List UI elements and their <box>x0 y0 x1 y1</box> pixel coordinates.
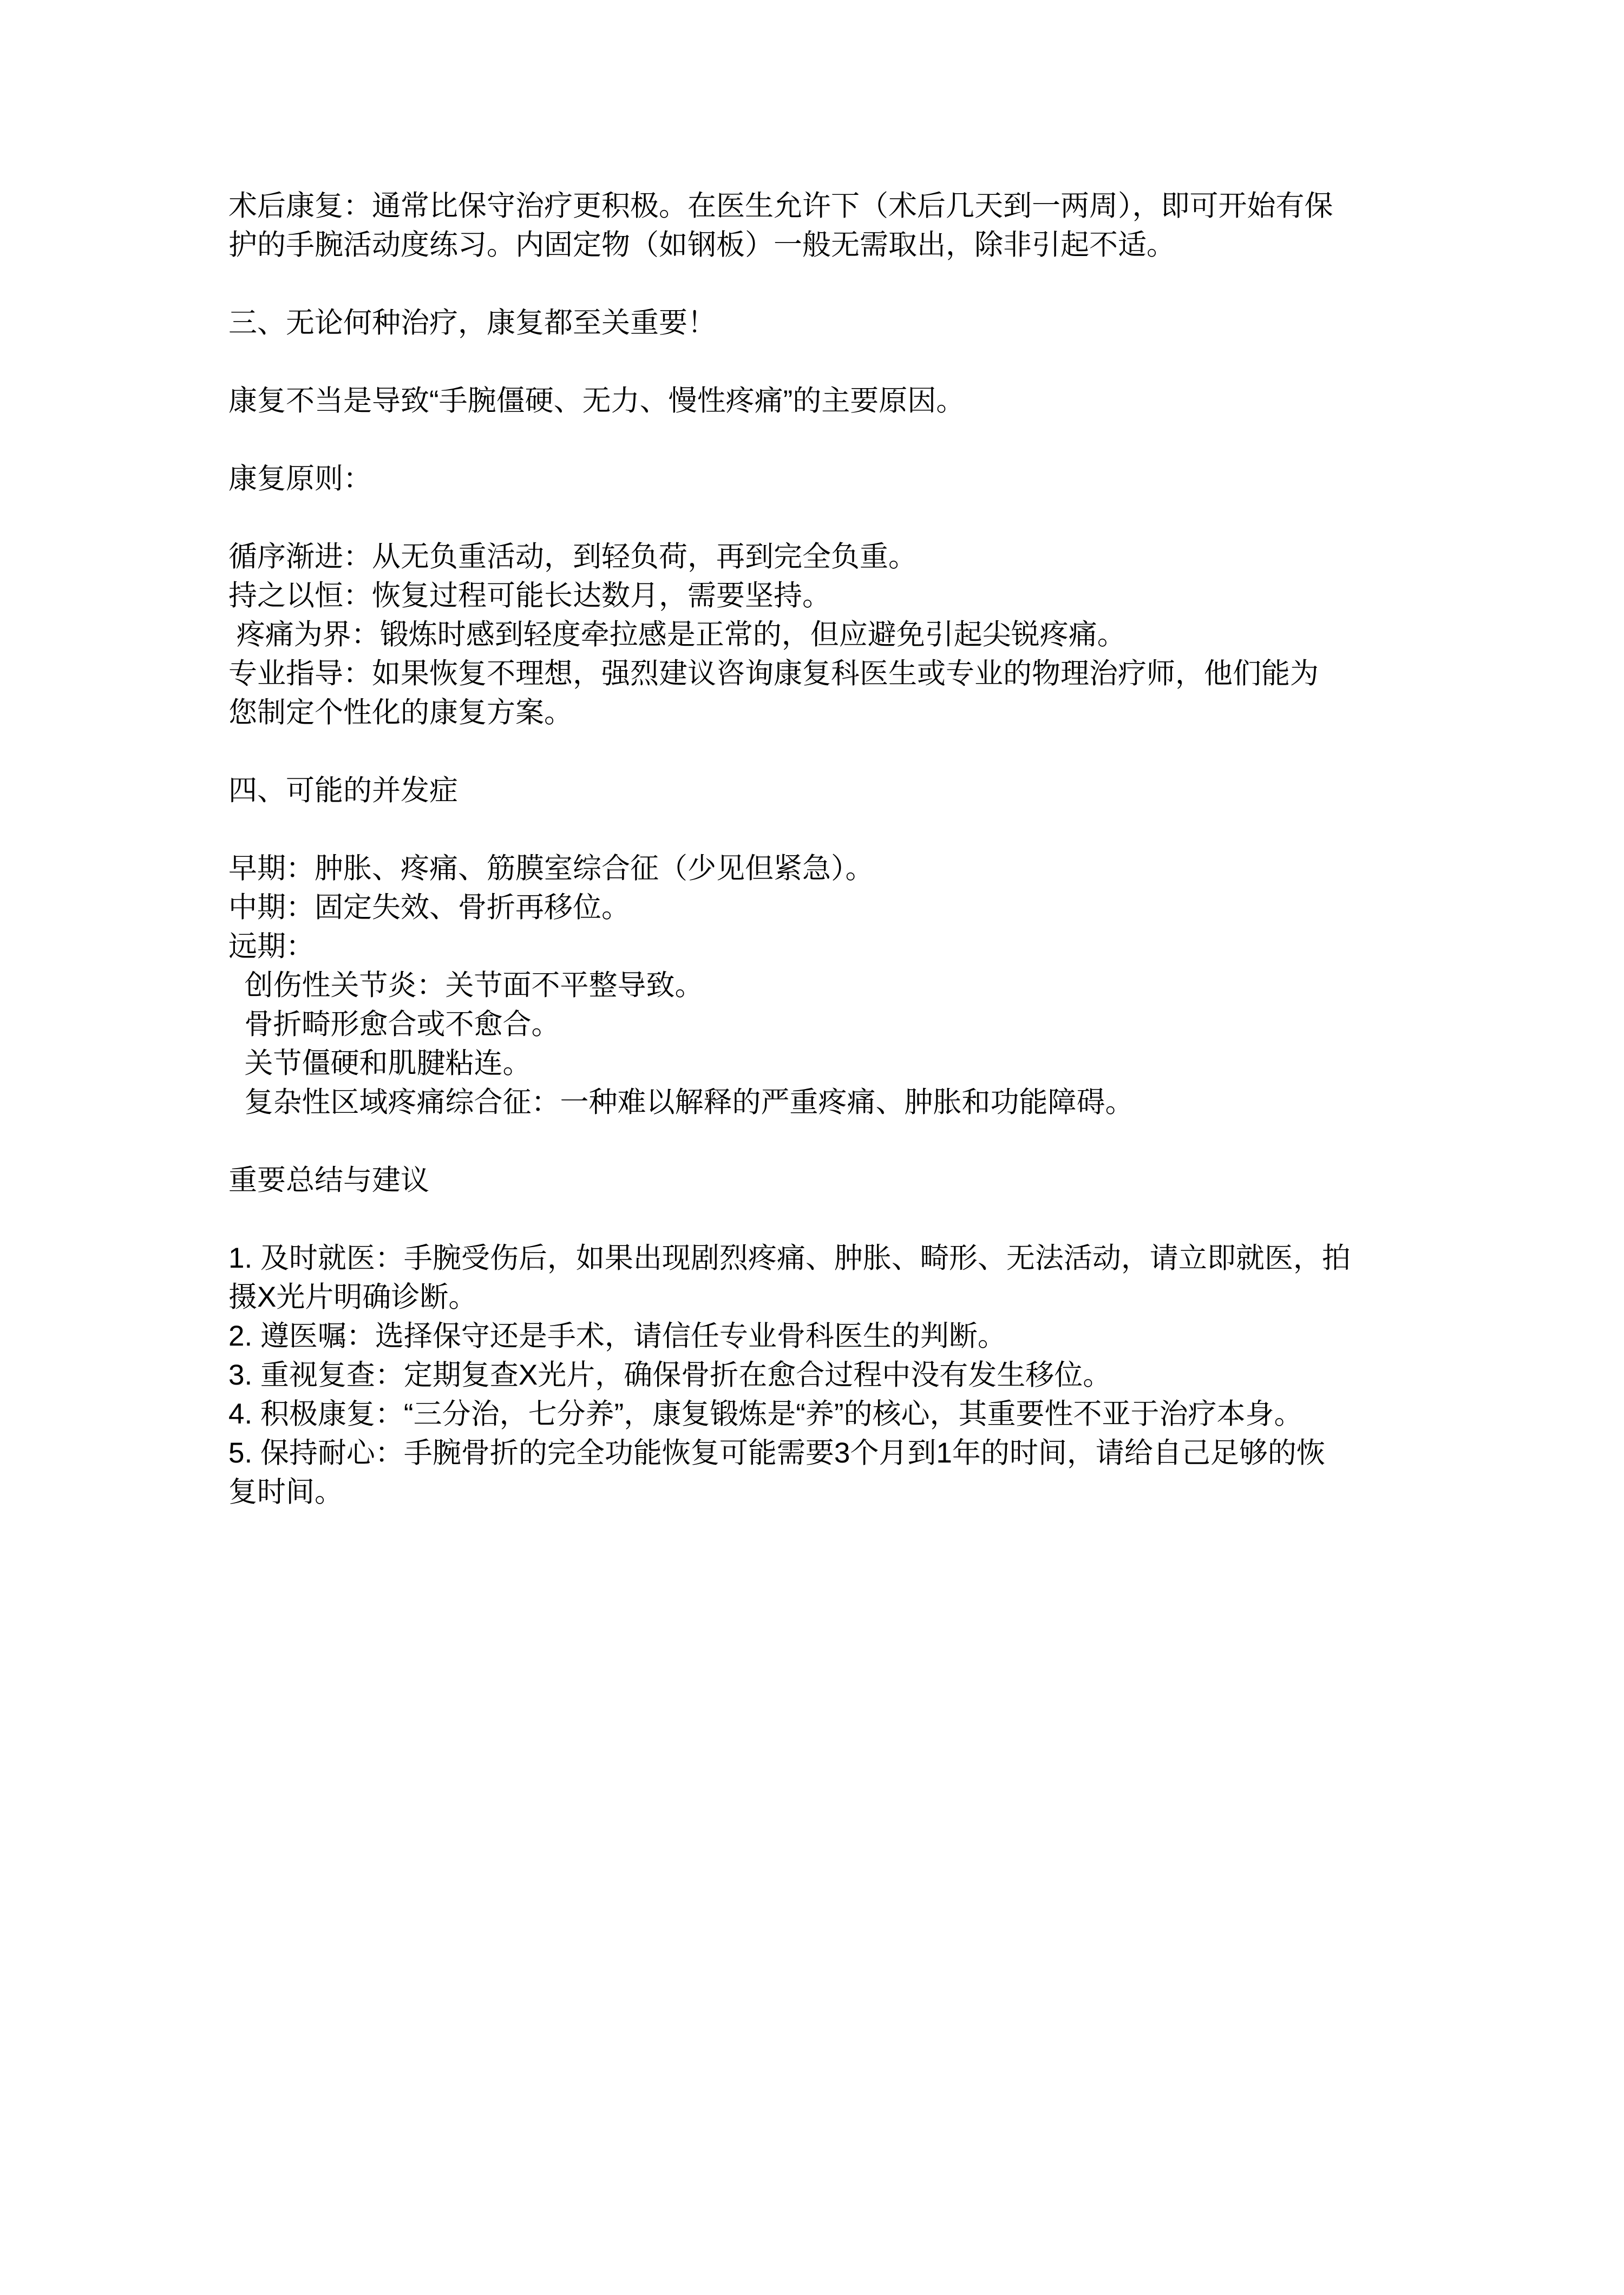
paragraph-summary-list <box>228 1239 1387 1512</box>
text-line: 2. 遵医嘱：选择保守还是手术，请信任专业骨科医生的判断。 <box>228 1320 1006 1352</box>
paragraph-rehab-importance <box>228 382 1387 421</box>
text-line: 专业指导：如果恢复不理想，强烈建议咨询康复科医生或专业的物理治疗师，他们能为 <box>228 658 1319 690</box>
text-line: 您制定个性化的康复方案。 <box>228 697 573 729</box>
text-line: 1. 及时就医：手腕受伤后，如果出现剧烈疼痛、肿胀、畸形、无法活动，请立即就医，拍 <box>228 1242 1351 1274</box>
text-line: 3. 重视复查：定期复查X光片，确保骨折在愈合过程中没有发生移位。 <box>228 1359 1112 1391</box>
text-line: 康复原则： <box>228 463 372 495</box>
text-line: 三、无论何种治疗，康复都至关重要！ <box>228 307 716 339</box>
text-line: 术后康复：通常比保守治疗更积极。在医生允许下（术后几天到一两周），即可开始有保 <box>228 190 1333 222</box>
paragraph-rehab-principles-list <box>228 537 1387 732</box>
heading-section-3 <box>228 304 1387 343</box>
text-line: 创伤性关节炎：关节面不平整导致。 <box>228 969 704 1001</box>
text-line: 中期：固定失效、骨折再移位。 <box>228 891 630 923</box>
text-line: 早期：肿胀、疼痛、筋膜室综合征（少见但紧急）。 <box>228 853 874 884</box>
text-line: 康复不当是导致“手腕僵硬、无力、慢性疼痛”的主要原因。 <box>228 385 965 417</box>
text-line: 摄X光片明确诊断。 <box>228 1281 477 1313</box>
text-line: 远期： <box>228 930 315 962</box>
text-line: 重要总结与建议 <box>228 1164 429 1196</box>
text-line: 关节僵硬和肌腱粘连。 <box>228 1047 532 1079</box>
text-line: 四、可能的并发症 <box>228 775 458 806</box>
text-line: 复时间。 <box>228 1476 343 1508</box>
heading-section-4 <box>228 771 1387 810</box>
paragraph-postop-rehab <box>228 187 1387 265</box>
text-line: 持之以恒：恢复过程可能长达数月，需要坚持。 <box>228 580 831 612</box>
text-line: 复杂性区域疼痛综合征：一种难以解释的严重疼痛、肿胀和功能障碍。 <box>228 1086 1134 1118</box>
text-line: 护的手腕活动度练习。内固定物（如钢板）一般无需取出，除非引起不适。 <box>228 229 1175 261</box>
text-line: 循序渐进：从无负重活动，到轻负荷，再到完全负重。 <box>228 541 917 573</box>
paragraph-rehab-principles-label <box>228 460 1387 499</box>
text-line: 骨折畸形愈合或不愈合。 <box>228 1008 560 1040</box>
text-line: 5. 保持耐心：手腕骨折的完全功能恢复可能需要3个月到1年的时间，请给自己足够的恢 <box>228 1437 1325 1469</box>
text-line: 4. 积极康复：“三分治，七分养”，康复锻炼是“养”的核心，其重要性不亚于治疗本身。 <box>228 1398 1303 1430</box>
document-text-body <box>228 187 1387 1512</box>
paragraph-complications <box>228 849 1387 1122</box>
text-line: 疼痛为界：锻炼时感到轻度牵拉感是正常的，但应避免引起尖锐疼痛。 <box>228 619 1126 651</box>
heading-summary <box>228 1161 1387 1200</box>
